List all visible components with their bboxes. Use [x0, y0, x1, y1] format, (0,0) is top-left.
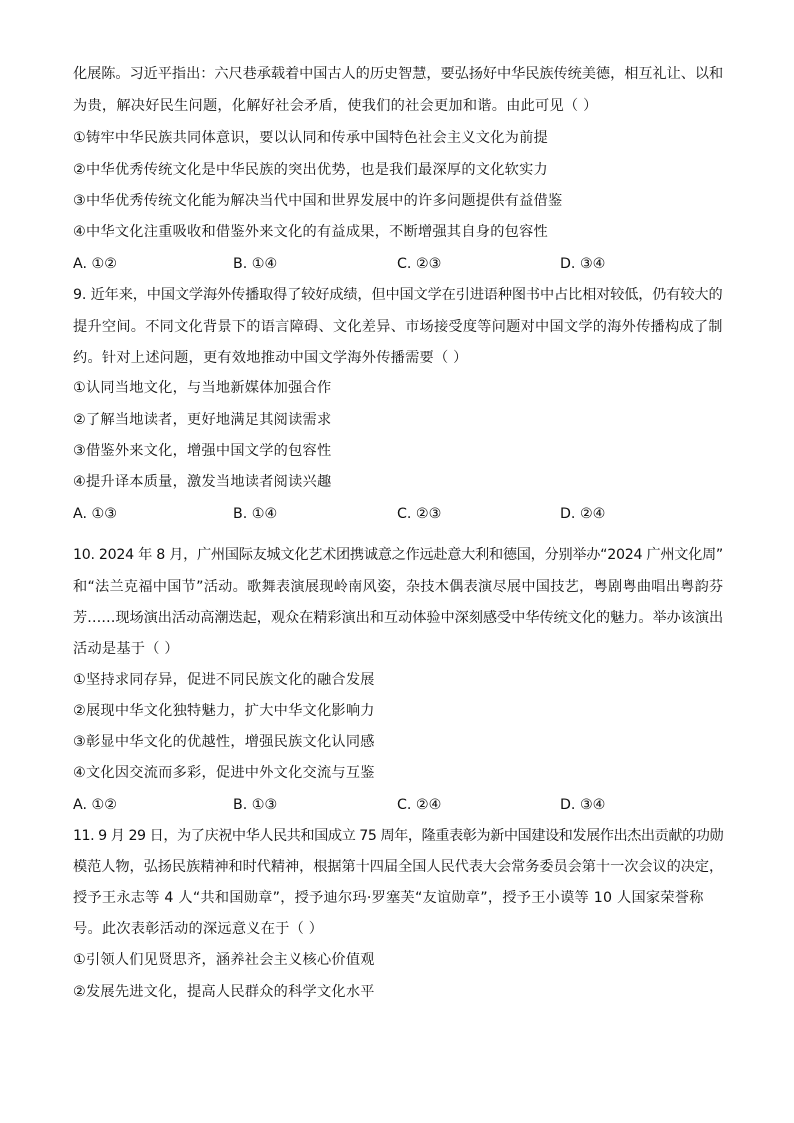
q9-option-a[interactable]: A. ①③	[73, 506, 117, 522]
q9-statement-3: ③借鉴外来文化，增强中国文学的包容性	[73, 443, 332, 459]
q10-option-b[interactable]: B. ①③	[233, 797, 278, 813]
q10-stem-line-3: 芳……现场演出活动高潮迭起，观众在精彩演出和互动体验中深刻感受中华传统文化的魅力。举办该演出	[73, 610, 724, 626]
q8-option-a[interactable]: A. ①②	[73, 256, 117, 272]
q10-options	[73, 795, 733, 815]
q8-options	[73, 254, 733, 274]
q11-statement-2: ②发展先进文化，提高人民群众的科学文化水平	[73, 984, 375, 1000]
q10-option-a[interactable]: A. ①②	[73, 797, 117, 813]
q10-stem-line-1: 10. 2024 年 8 月，广州国际友城文化艺术团携诚意之作远赴意大利和德国，分别举办“2024 广州文化周”	[73, 547, 723, 563]
q9-stem-line-1: 9. 近年来，中国文学海外传播取得了较好成绩，但中国文学在引进语种图书中占比相对较低，仍有较大的	[73, 287, 723, 303]
q9-options	[73, 504, 733, 524]
q10-statement-2: ②展现中华文化独特魅力，扩大中华文化影响力	[73, 703, 375, 719]
q10-statement-1: ①坚持求同存异，促进不同民族文化的融合发展	[73, 672, 375, 688]
q8-statement-1: ①铸牢中华民族共同体意识，要以认同和传承中国特色社会主义文化为前提	[73, 130, 548, 146]
q9-statement-4: ④提升译本质量，激发当地读者阅读兴趣	[73, 474, 332, 490]
q8-stem-line-2: 为贵，解决好民生问题，化解好社会矛盾，使我们的社会更加和谐。由此可见（ ）	[73, 98, 598, 114]
q9-option-c[interactable]: C. ②③	[397, 506, 442, 522]
q10-statement-4: ④文化因交流而多彩，促进中外文化交流与互鉴	[73, 765, 375, 781]
q9-option-b[interactable]: B. ①④	[233, 506, 278, 522]
q9-stem-line-3: 约。针对上述问题，更有效地推动中国文学海外传播需要（ ）	[73, 350, 468, 366]
q9-statement-2: ②了解当地读者，更好地满足其阅读需求	[73, 412, 332, 428]
q11-stem-line-2: 模范人物，弘扬民族精神和时代精神，根据第十四届全国人民代表大会常务委员会第十一次会议的决定，	[73, 859, 724, 875]
q11-statement-1: ①引领人们见贤思齐，涵养社会主义核心价值观	[73, 952, 375, 968]
q8-option-c[interactable]: C. ②③	[397, 256, 442, 272]
q8-stem-line-1: 化展陈。习近平指出：六尺巷承载着中国古人的历史智慧，要弘扬好中华民族传统美德，相互礼让、以和	[73, 66, 724, 82]
q10-option-d[interactable]: D. ③④	[560, 797, 606, 813]
q10-option-c[interactable]: C. ②④	[397, 797, 442, 813]
q8-statement-2: ②中华优秀传统文化是中华民族的突出优势，也是我们最深厚的文化软实力	[73, 162, 548, 178]
q9-stem-line-2: 提升空间。不同文化背景下的语言障碍、文化差异、市场接受度等问题对中国文学的海外传播构成了制	[73, 319, 723, 335]
q11-stem-line-3: 授予王永志等 4 人“共和国勋章”，授予迪尔玛·罗塞芙“友谊勋章”，授予王小谟等 10 人国家荣誉称	[73, 890, 704, 906]
q11-stem-line-1: 11. 9 月 29 日，为了庆祝中华人民共和国成立 75 周年，隆重表彰为新中国建设和发展作出杰出贡献的功勋	[73, 828, 724, 844]
q8-statement-4: ④中华文化注重吸收和借鉴外来文化的有益成果，不断增强其自身的包容性	[73, 224, 548, 240]
q9-option-d[interactable]: D. ②④	[560, 506, 606, 522]
q9-statement-1: ①认同当地文化，与当地新媒体加强合作	[73, 380, 332, 396]
q10-stem-line-2: 和“法兰克福中国节”活动。歌舞表演展现岭南风姿，杂技木偶表演尽展中国技艺，粤剧粤曲唱出粤韵芬	[73, 579, 724, 595]
q10-statement-3: ③彰显中华文化的优越性，增强民族文化认同感	[73, 734, 375, 750]
q11-stem-line-4: 号。此次表彰活动的深远意义在于（ ）	[73, 921, 324, 937]
q8-statement-3: ③中华优秀传统文化能为解决当代中国和世界发展中的许多问题提供有益借鉴	[73, 193, 563, 209]
q10-stem-line-4: 活动是基于（ ）	[73, 641, 179, 657]
q8-option-b[interactable]: B. ①④	[233, 256, 278, 272]
q8-option-d[interactable]: D. ③④	[560, 256, 606, 272]
